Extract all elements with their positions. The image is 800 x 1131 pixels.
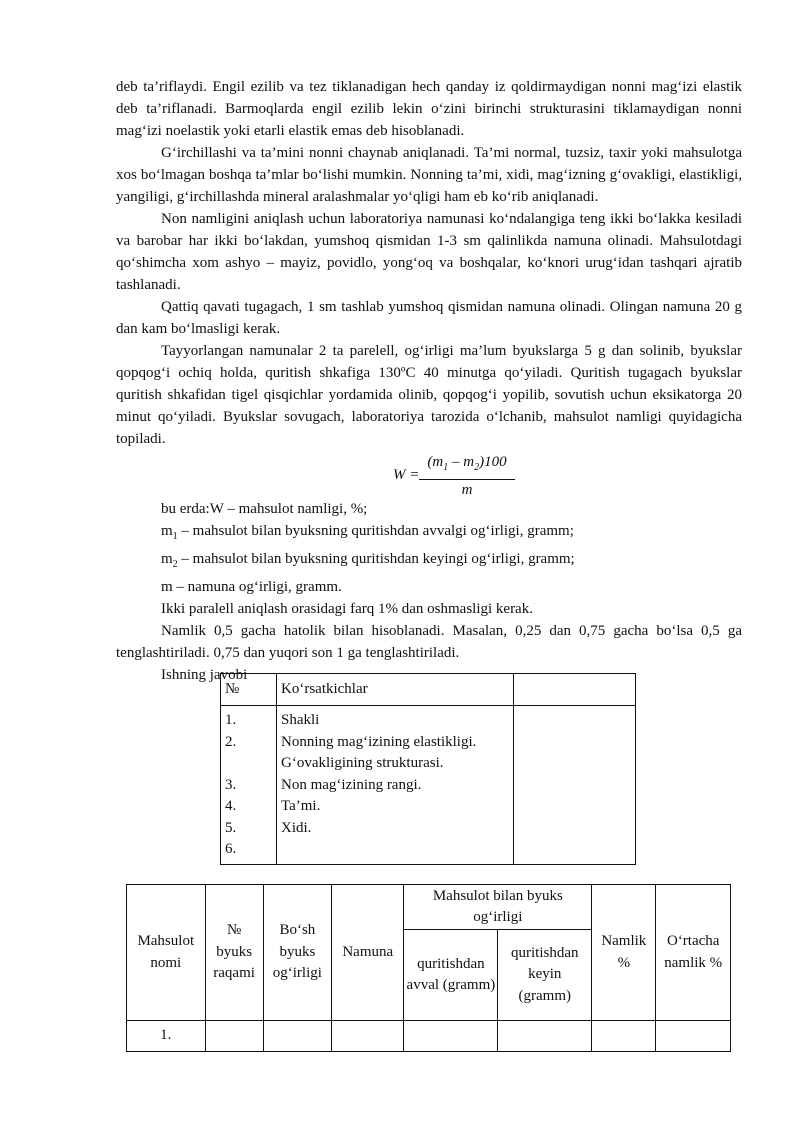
header-weight-group: Mahsulot bilan byuks og‘irligi bbox=[404, 885, 592, 930]
empty-cell bbox=[404, 1021, 498, 1052]
header-byuks-number: № byuks raqami bbox=[205, 885, 263, 1021]
formula-denominator: m bbox=[461, 482, 473, 498]
result-cell bbox=[514, 706, 636, 865]
header-moisture: Namlik % bbox=[592, 885, 656, 1021]
header-sample: Namuna bbox=[332, 885, 404, 1021]
paragraph-crust: Qattiq qavati tugagach, 1 sm tashlab yumshoq qismidan namuna olinadi. Olingan namuna 20 g dan kam bo‘lmasligi kerak. bbox=[116, 299, 742, 337]
table-row bbox=[127, 1021, 731, 1052]
formula-lhs: W = bbox=[393, 467, 420, 483]
paragraph-parallel: Ikki paralell aniqlash orasidagi farq 1% dan oshmasligi kerak. bbox=[161, 601, 533, 617]
empty-cell bbox=[263, 1021, 331, 1052]
answer-label: Ishning javobi bbox=[161, 667, 248, 683]
paragraph-rounding: Namlik 0,5 gacha hatolik bilan hisoblanadi. Masalan, 0,25 dan 0,75 gacha bo‘lsa 0,5 ga tenglashtiriladi. 0,75 dan yuqori son 1 ga tenglashtiriladi. bbox=[116, 623, 742, 661]
header-empty-byuks-weight: Bo‘sh byuks og‘irligi bbox=[263, 885, 331, 1021]
indicators-table bbox=[220, 673, 636, 865]
empty-cell bbox=[656, 1021, 731, 1052]
paragraph-taste: G‘irchillashi va ta’mini nonni chaynab aniqlanadi. Ta’mi normal, tuzsiz, taxir yoki mahsulotga xos bo‘lmagan boshqa ta’mlar bo‘lishi mumkin. Nonning ta’mi, xidi, mag‘izning g‘ovakligi, elastikligi, yangiligi, g‘irchillashda mineral aralashmalar yo‘qligi ham eb ko‘rib aniqlanadi. bbox=[116, 145, 742, 205]
definition-m1: $m_1$ – mahsulot bilan byuksning quritishdan avvalgi og‘irligi, gramm; bbox=[161, 523, 574, 542]
row-number-cell: 1. bbox=[127, 1021, 206, 1052]
definition-m2: $m_2$ – mahsulot bilan byuksning quritishdan keyingi og‘irligi, gramm; bbox=[161, 551, 575, 570]
empty-cell bbox=[205, 1021, 263, 1052]
paragraph-elasticity: deb ta’riflaydi. Engil ezilib va tez tiklanadigan hech qanday iz qoldirmaydigan nonni mag‘izi elastik deb ta’riflanadi. Barmoqlarda engil ezilib lekin o‘zini birinchi strukturasini tiklamaydigan nonni mag‘izi noelastik yoki etarli elastik emas deb hisoblanadi. bbox=[116, 79, 742, 139]
formula-fraction bbox=[419, 452, 515, 500]
formula-numerator: $(m_1 - m_2)100$ bbox=[419, 452, 515, 480]
header-result bbox=[514, 674, 636, 706]
table-row bbox=[127, 885, 731, 930]
empty-cell bbox=[498, 1021, 592, 1052]
moisture-formula bbox=[116, 452, 742, 496]
table-row bbox=[221, 706, 636, 865]
document-body bbox=[116, 76, 742, 686]
header-number: № bbox=[221, 674, 277, 706]
definition-m: m – namuna og‘irligi, gramm. bbox=[161, 579, 342, 595]
definition-w: bu erda:W – mahsulot namligi, %; bbox=[161, 501, 368, 517]
header-product-name: Mahsulot nomi bbox=[127, 885, 206, 1021]
header-average-moisture: O‘rtacha namlik % bbox=[656, 885, 731, 1021]
empty-cell bbox=[332, 1021, 404, 1052]
header-indicators: Ko‘rsatkichlar bbox=[277, 674, 514, 706]
indicators-cell: Shakli Nonning mag‘izining elastikligi. G‘ovakligining strukturasi. Non mag‘izining rangi. Ta’mi. Xidi. bbox=[277, 706, 514, 865]
table-row bbox=[221, 674, 636, 706]
header-after-drying: quritishdan keyin (gramm) bbox=[498, 930, 592, 1021]
empty-cell bbox=[592, 1021, 656, 1052]
paragraph-drying: Tayyorlangan namunalar 2 ta parelell, og‘irligi ma’lum byukslarga 5 g dan solinib, byukslar qopqog‘i ochiq holda, quritish shkafiga 130ºC 40 minutga qo‘yiladi. Quritish tugagach byukslar quritish shkafidan tigel qisqichlar yordamida olinib, qopqog‘i yopilib, sovutish uchun eksikatorga 20 minut qo‘yiladi. Byukslar sovugach, laboratoriya tarozida o‘lchanib, mahsulot namligi quyidagicha topiladi. bbox=[116, 343, 742, 447]
numbers-cell: 1. 2. 3. 4. 5. 6. bbox=[221, 706, 277, 865]
definitions bbox=[116, 498, 742, 598]
paragraph-moisture-sampling: Non namligini aniqlash uchun laboratoriya namunasi ko‘ndalangiga teng ikki bo‘lakka kesiladi va barobar har ikki bo‘lakdan, yumshoq qismidan 1-3 sm qalinlikda namuna olinadi. Mahsulotdagi qo‘shimcha xom ashyo – mayiz, povidlo, yong‘oq va boshqalar, ko‘knori urug‘idan tashqari ajratib tashlanadi. bbox=[116, 211, 742, 293]
moisture-results-table bbox=[126, 884, 731, 1052]
header-before-drying: quritishdan avval (gramm) bbox=[404, 930, 498, 1021]
